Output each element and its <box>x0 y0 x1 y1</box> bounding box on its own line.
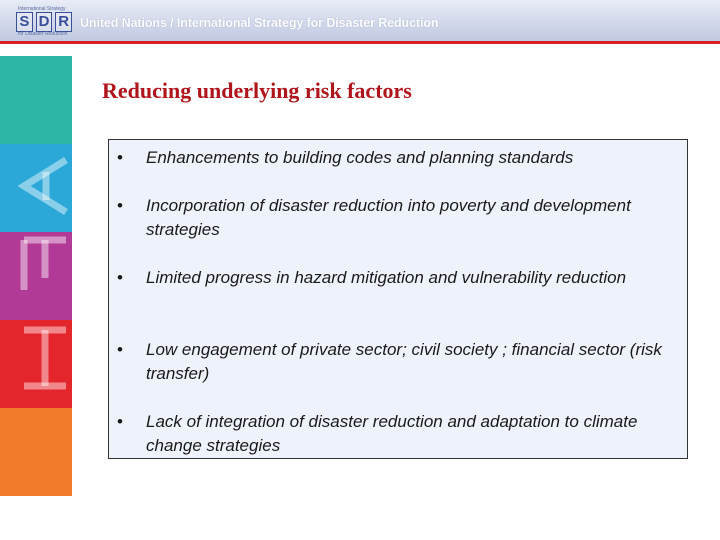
logo-letters <box>16 12 72 32</box>
logo-letter: R <box>55 12 72 32</box>
emblem-letter-h <box>24 330 66 386</box>
bullet-item <box>117 146 677 170</box>
bullet-item <box>117 194 677 242</box>
sidebar-band-orange <box>0 408 72 496</box>
bullet-text: Enhancements to building codes and planning standards <box>146 148 574 167</box>
bullet-text: Low engagement of private sector; civil society ; financial sector (risk transfer) <box>146 340 662 383</box>
bullet-item <box>117 410 677 458</box>
header-red-rule <box>0 41 720 44</box>
emblem-letter-a <box>24 160 66 212</box>
bullet-dot: • <box>117 148 123 167</box>
bullet-dot: • <box>117 268 123 287</box>
bullet-box <box>108 139 688 459</box>
slide-title: Reducing underlying risk factors <box>102 78 412 103</box>
bullet-text: Limited progress in hazard mitigation and vulnerability reduction <box>146 268 627 287</box>
logo-bottom-text: for Disaster Reduction <box>18 31 68 37</box>
isdr-logo <box>10 6 72 36</box>
bullet-dot: • <box>117 412 123 431</box>
header-bar <box>0 0 720 44</box>
logo-top-text: International Strategy <box>18 6 66 12</box>
bullet-item <box>117 266 677 290</box>
emblem-letter-f <box>24 240 66 290</box>
logo-letter: D <box>36 12 53 32</box>
header-title: United Nations / International Strategy for Disaster Reduction <box>80 16 439 30</box>
bullet-text: Incorporation of disaster reduction into poverty and development strategies <box>146 196 631 239</box>
bullet-item <box>117 338 677 386</box>
sidebar-band-teal <box>0 56 72 144</box>
hfa-emblem <box>18 150 68 400</box>
bullet-text: Lack of integration of disaster reduction and adaptation to climate change strategies <box>146 412 638 455</box>
bullet-dot: • <box>117 196 123 215</box>
logo-letter: S <box>16 12 33 32</box>
bullet-dot: • <box>117 340 123 359</box>
